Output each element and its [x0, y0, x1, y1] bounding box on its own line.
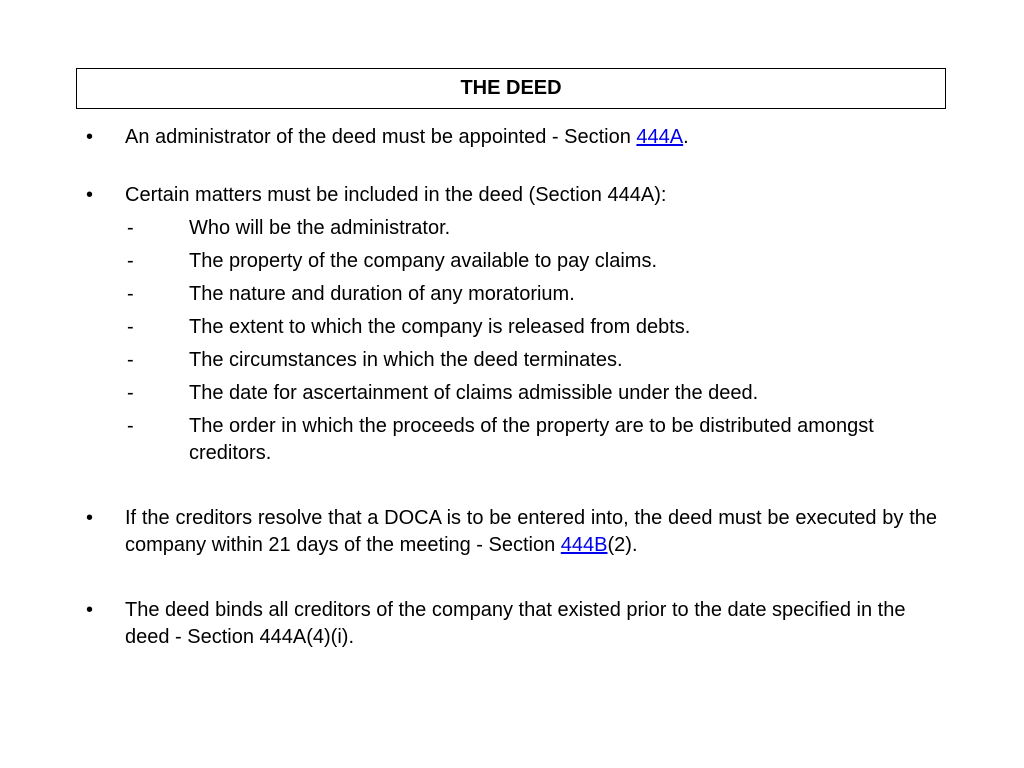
bullet-mark: • [86, 184, 94, 206]
bullet-text-end: (2). [607, 534, 638, 556]
bullet-text: The deed binds all creditors of the company that existed prior to the date specified in the deed - Section 444A(4)(i). [125, 599, 906, 648]
bullet-text: Certain matters must be included in the deed (Section 444A): [125, 184, 667, 206]
sub-dash: - [127, 250, 134, 272]
page-title: THE DEED [460, 77, 562, 99]
sub-item [80, 314, 937, 341]
sub-item [80, 380, 937, 407]
bullet-mark: • [86, 507, 94, 529]
sub-item-text: Who will be the administrator. [189, 217, 451, 239]
sub-dash: - [127, 382, 134, 404]
content [80, 124, 937, 651]
sub-item-text: The date for ascertainment of claims admissible under the deed. [189, 382, 759, 404]
sub-item [80, 281, 937, 308]
sub-dash: - [127, 217, 134, 239]
sub-dash: - [127, 349, 134, 371]
bullet-doca [80, 505, 937, 559]
section-444a-link[interactable]: 444A [636, 126, 684, 148]
bullet-text: If the creditors resolve that a DOCA is to be entered into, the deed must be executed by the company within 21 days of the meeting - Section [125, 507, 937, 556]
sub-item [80, 215, 937, 242]
bullet-binds [80, 597, 937, 651]
bullet-matters [80, 182, 937, 209]
bullet-text-end: . [683, 126, 689, 148]
sub-item-text: The extent to which the company is released from debts. [189, 316, 691, 338]
sub-item [80, 413, 937, 467]
sub-item-text: The property of the company available to pay claims. [189, 250, 658, 272]
sub-item [80, 347, 937, 374]
sub-item-text: The order in which the proceeds of the property are to be distributed amongst creditors. [189, 415, 874, 464]
sub-dash: - [127, 415, 134, 437]
bullet-mark: • [86, 599, 94, 621]
sub-item-text: The nature and duration of any moratorium. [189, 283, 575, 305]
sub-item [80, 248, 937, 275]
bullet-mark: • [86, 126, 94, 148]
sub-item-text: The circumstances in which the deed terminates. [189, 349, 623, 371]
bullet-text: An administrator of the deed must be appointed - Section [125, 126, 637, 148]
title-box [76, 68, 946, 109]
sub-dash: - [127, 283, 134, 305]
section-444b-link[interactable]: 444B [560, 534, 608, 556]
sub-dash: - [127, 316, 134, 338]
bullet-administrator [80, 124, 937, 151]
